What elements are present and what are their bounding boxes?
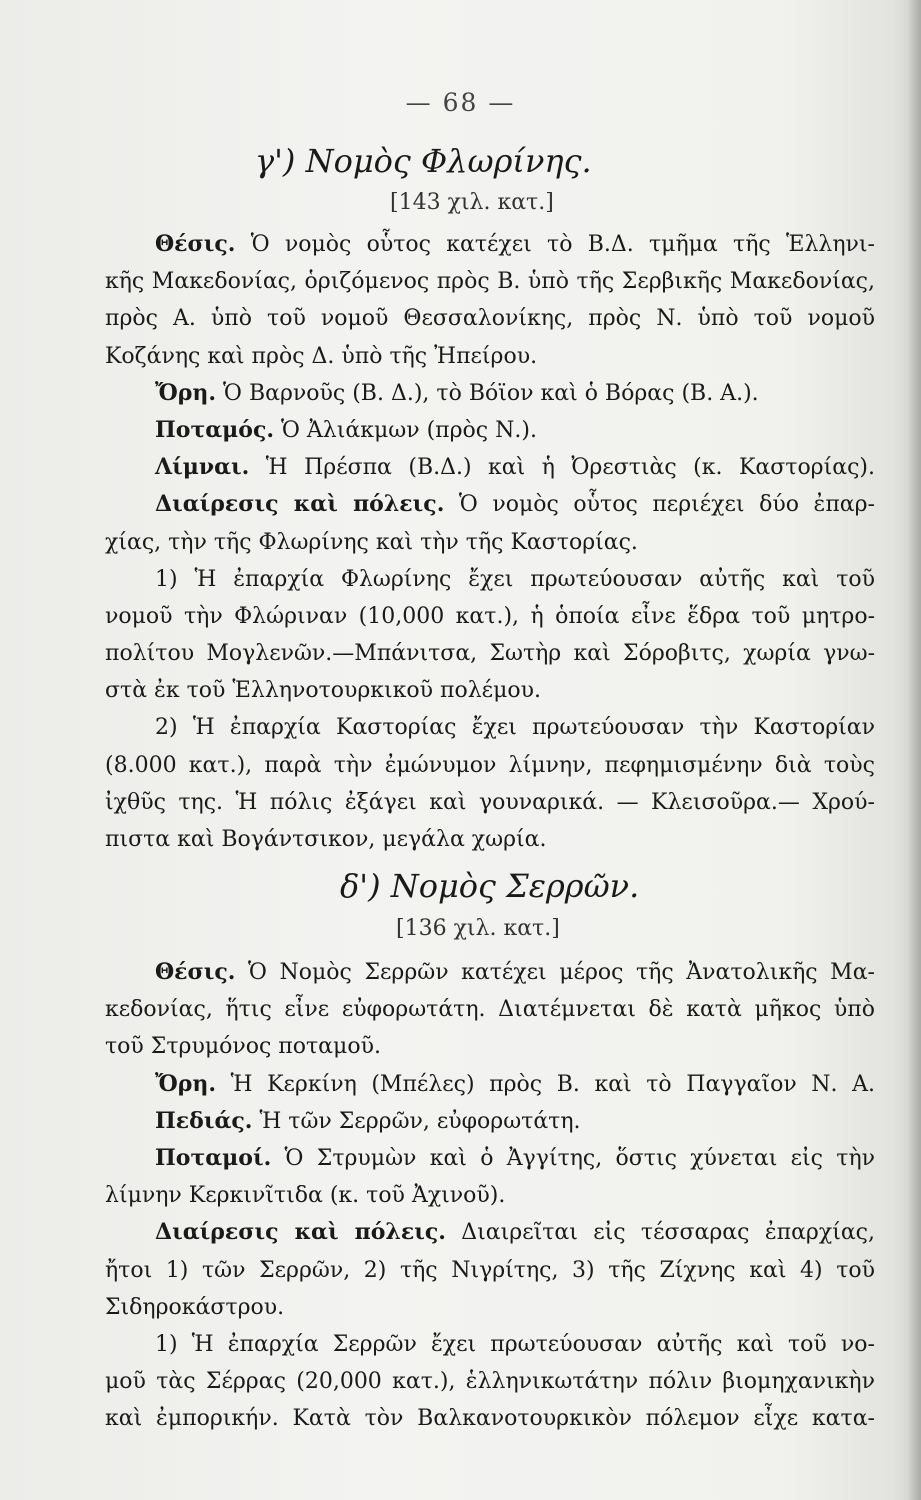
section-title-florina: γ') Νομὸς Φλωρίνης. (255, 142, 592, 180)
line-text: κῆς Μακεδονίας, ὁριζόμενος πρὸς Β. ὑπὸ τῆς Σερβικῆς Μακεδονίας, (105, 269, 875, 295)
line-text: καὶ ἐμπορικήν. Κατὰ τὸν Βαλκανοτουρκικὸν πόλεμον εἶχε κατα- (105, 1406, 875, 1432)
text-line (105, 1177, 875, 1214)
line-text: Ἡ Κερκίνη (Μπέλες) πρὸς Β. καὶ τὸ Παγγαῖον Ν. Α. (216, 1071, 875, 1097)
paragraph-heading: Ποταμός. (155, 416, 275, 443)
text-line (105, 449, 875, 486)
text-line (105, 226, 875, 263)
text-line (105, 1066, 875, 1103)
text-line (105, 1326, 875, 1363)
text-line (105, 709, 875, 746)
text-line (105, 635, 875, 672)
text-line (105, 524, 875, 561)
text-line (105, 561, 875, 598)
line-text: στὰ ἐκ τοῦ Ἑλληνοτουρκικοῦ πολέμου. (105, 678, 541, 704)
line-text: πρὸς Α. ὑπὸ τοῦ νομοῦ Θεσσαλονίκης, πρὸς Ν. ὑπὸ τοῦ νομοῦ (105, 306, 875, 332)
text-line (105, 300, 875, 337)
line-text: κεδονίας, ἥτις εἶνε εὐφορωτάτη. Διατέμνεται δὲ κατὰ μῆκος ὑπὸ (105, 997, 875, 1023)
line-text: λίμνην Κερκινῖτιδα (κ. τοῦ Ἀχινοῦ). (105, 1183, 506, 1209)
text-line (105, 1028, 875, 1065)
text-line (105, 1103, 875, 1140)
line-text: (8.000 κατ.), παρὰ τὴν ἐμώνυμον λίμνην, πεφημισμένην διὰ τοὺς (105, 752, 875, 778)
line-text: Ὁ Ἀλιάκμων (πρὸς Ν.). (274, 417, 537, 443)
line-text: 1) Ἡ ἐπαρχία Φλωρίνης ἔχει πρωτεύουσαν αὐτῆς καὶ τοῦ (155, 566, 875, 592)
section-population-florina: [143 χιλ. κατ.] (390, 190, 554, 215)
line-text: 2) Ἡ ἐπαρχία Καστορίας ἔχει πρωτεύουσαν τὴν Καστορίαν (155, 715, 875, 741)
line-text: Ὁ Βαρνοῦς (Β. Δ.), τὸ Βόϊον καὶ ὁ Βόρας (Β. Α.). (216, 380, 759, 406)
text-line (105, 375, 875, 412)
page-edge-shadow (907, 0, 921, 1500)
text-line (105, 1400, 875, 1437)
text-line (105, 486, 875, 523)
text-line (105, 1363, 875, 1400)
paragraph-heading: Λίμναι. (155, 454, 250, 481)
line-text: Ὁ νομὸς οὗτος περιέχει δύο ἐπαρ- (444, 492, 875, 518)
text-line (105, 1252, 875, 1289)
page-number: — 68 — (405, 88, 516, 117)
text-line (105, 1214, 875, 1251)
line-text: 1) Ἡ ἐπαρχία Σερρῶν ἔχει πρωτεύουσαν αὐτῆς καὶ τοῦ νο- (155, 1331, 875, 1357)
text-line (105, 598, 875, 635)
line-text: χίας, τὴν τῆς Φλωρίνης καὶ τὴν τῆς Καστορίας. (105, 529, 638, 555)
paragraph-heading: Θέσις. (155, 231, 236, 257)
paragraph-heading: Ὄρη. (155, 379, 217, 406)
section-body-florina (105, 226, 875, 858)
paragraph-heading: Ὄρη. (155, 1070, 217, 1097)
section-title-serres: δ') Νομὸς Σερρῶν. (340, 867, 640, 905)
text-line (105, 954, 875, 991)
text-line (105, 991, 875, 1028)
line-text: πιστα καὶ Βογάντσικον, μεγάλα χωρία. (105, 827, 547, 852)
paragraph-heading: Θέσις. (155, 959, 236, 985)
line-text: Διαιρεῖται εἰς τέσσαρας ἐπαρχίας, (445, 1220, 875, 1246)
text-line (105, 672, 875, 709)
text-line (105, 338, 875, 375)
line-text: τοῦ Στρυμόνος ποταμοῦ. (105, 1034, 381, 1060)
line-text: πολίτου Μογλενῶν.—Μπάνιτσα, Σωτὴρ καὶ Σόροβιτς, χωρία γνω- (105, 641, 875, 667)
line-text: νομοῦ τὴν Φλώριναν (10,000 κατ.), ἡ ὁποία εἶνε ἕδρα τοῦ μητρο- (105, 603, 875, 629)
line-text: Ὁ Νομὸς Σερρῶν κατέχει μέρος τῆς Ἀνατολικῆς Μα- (235, 960, 875, 985)
line-text: Κοζάνης καὶ πρὸς Δ. ὑπὸ τῆς Ἠπείρου. (105, 343, 538, 369)
line-text: μοῦ τὰς Σέρρας (20,000 κατ.), ἑλληνικωτάτην πόλιν βιομηχανικὴν (105, 1369, 875, 1395)
section-body-serres (105, 954, 875, 1437)
line-text: Σιδηροκάστρου. (105, 1294, 285, 1320)
line-text: Ὁ νομὸς οὗτος κατέχει τὸ Β.Δ. τμῆμα τῆς Ἑλληνι- (235, 232, 875, 257)
text-line (105, 263, 875, 300)
text-line (105, 1289, 875, 1326)
line-text: ἤτοι 1) τῶν Σερρῶν, 2) τῆς Νιγρίτης, 3) τῆς Ζίχνης καὶ 4) τοῦ (105, 1257, 875, 1283)
line-text: Ἡ τῶν Σερρῶν, εὐφορωτάτη. (252, 1108, 581, 1134)
text-line (105, 747, 875, 784)
section-population-serres: [136 χιλ. κατ.] (396, 916, 560, 941)
line-text: Ὁ Στρυμὼν καὶ ὁ Ἀγγίτης, ὅστις χύνεται εἰς τὴν (271, 1145, 875, 1171)
text-line (105, 1140, 875, 1177)
text-line (105, 784, 875, 821)
text-line (105, 412, 875, 449)
line-text: Ἡ Πρέσπα (Β.Δ.) καὶ ἡ Ὀρεστιὰς (κ. Καστορίας). (249, 455, 875, 481)
paragraph-heading: Διαίρεσις καὶ πόλεις. (155, 491, 445, 518)
paragraph-heading: Ποταμοί. (155, 1144, 272, 1171)
paragraph-heading: Πεδιάς. (155, 1107, 253, 1134)
line-text: ἰχθῦς της. Ἡ πόλις ἐξάγει καὶ γουναρικά. — Κλεισοῦρα.— Χρού- (105, 789, 875, 815)
paragraph-heading: Διαίρεσις καὶ πόλεις. (155, 1219, 446, 1246)
text-line (105, 821, 875, 858)
